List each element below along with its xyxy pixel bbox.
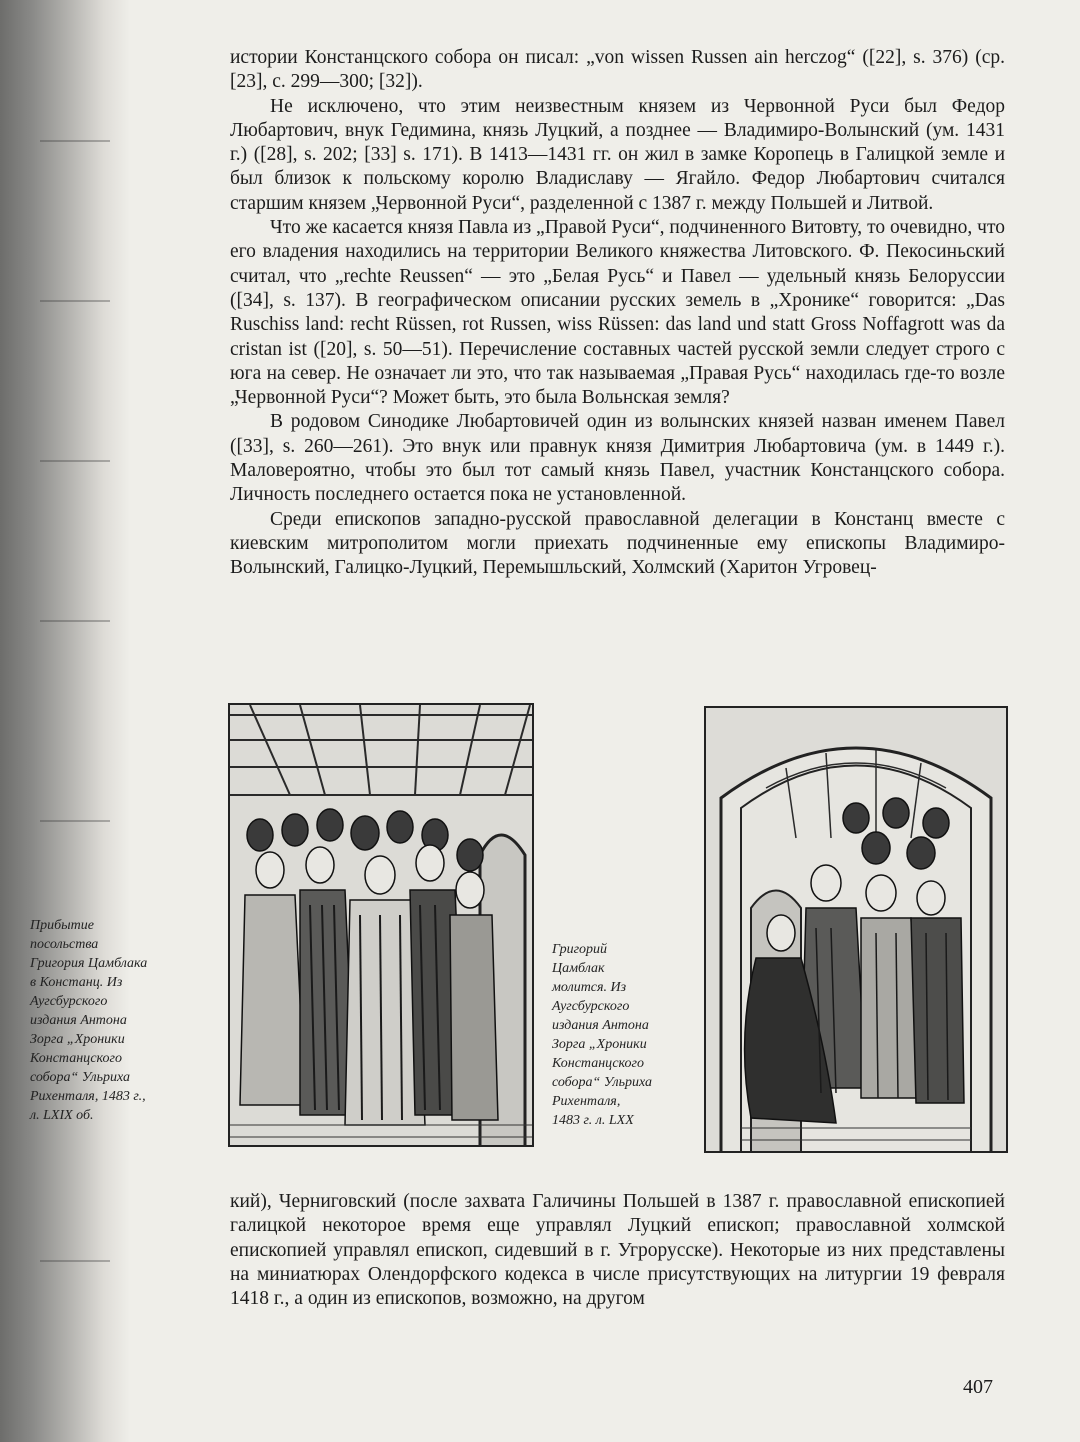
woodcut-praying-illustration bbox=[706, 708, 1006, 1151]
body-text-bottom bbox=[230, 1190, 1005, 1311]
paragraph: истории Констанцского собора он писал: „von wissen Russen ain herczog“ ([22], s. 376) (ср. [23], с. 299—300; [32]). bbox=[230, 47, 1005, 93]
bleed-line bbox=[40, 820, 110, 822]
body-text-top bbox=[230, 46, 1005, 581]
page-number: 407 bbox=[963, 1376, 993, 1398]
bleed-line bbox=[40, 1260, 110, 1262]
paragraph: кий), Черниговский (после захвата Галичины Польшей в 1387 г. православной епископией галицкой некоторое время еще управлял Луцкий епископ; православной холмской епископией управлял епископ, сидевший в г. Угрорусске). Некоторые из них представлены на миниатюрах Олендорфского кодекса в числе присутствующих на литургии 19 февраля 1418 г., а один из епископов, возможно, на другом bbox=[230, 1191, 1005, 1310]
bleed-line bbox=[40, 300, 110, 302]
paragraph: Среди епископов западно-русской православной делегации в Констанц вместе с киевским митрополитом могли приехать подчиненные ему епископы Владимиро-Волынский, Галицко-Луцкий, Перемышльский, Холмский (Харитон Угровец- bbox=[230, 508, 1005, 579]
bleed-line bbox=[40, 140, 110, 142]
woodcut-arrival-illustration bbox=[230, 705, 532, 1145]
paragraph: Не исключено, что этим неизвестным князем из Червонной Руси был Федор Любартович, внук Гедимина, князь Луцкий, а позднее — Владимиро-Волынский (ум. 1431 г.) ([28], s. 202; [33] s. 171). В 1413—1431 гг. он жил в замке Коропець в Галицкой земле и был близок к польскому королю Владиславу — Ягайло. Федор Любартович считался старшим князем „Червонной Руси“, разделенной с 1387 г. между Польшей и Литвой. bbox=[230, 95, 1005, 214]
page-gutter-shadow bbox=[0, 0, 130, 1442]
woodcut-arrival-embassy bbox=[228, 703, 534, 1147]
paragraph: В родовом Синодике Любартовичей один из волынских князей назван именем Павел ([33], s. 260—261). Это внук или правнук князя Димитрия Любартовича (ум. в 1449 г.). Маловероятно, чтобы это был тот самый князь Павел, участник Констанцского собора. Личность последнего остается пока не установленной. bbox=[230, 411, 1005, 506]
bleed-line bbox=[40, 460, 110, 462]
caption-right: Григорий Цамблак молится. Из Аугсбурского издания Антона Зорга „Хроники Констанцского собора“ Ульриха Рихенталя, 1483 г. л. LXX bbox=[552, 942, 653, 1128]
woodcut-tsamblak-praying bbox=[704, 706, 1008, 1153]
bleed-line bbox=[40, 620, 110, 622]
caption-left: Прибытие посольства Григория Цамблака в Констанц. Из Аугсбурского издания Антона Зорга „Хроники Констанцского собора“ Ульриха Рихенталя, 1483 г., л. LXIX об. bbox=[30, 918, 148, 1123]
paragraph: Что же касается князя Павла из „Правой Руси“, подчиненного Витовту, то очевидно, что его владения находились на территории Великого княжества Литовского. Ф. Пекосиньский считал, что „rechte Reussen“ — это „Белая Русь“ и Павел — удельный князь Белоруссии ([34], s. 137). В географическом описании русских земель в „Хронике“ говорится: „Das Ruschiss land: recht Rüssen, rot Russen, wiss Rüssen: das land und statt Gross Noffagrott was da cristan ist ([20], s. 50—51). Перечисление составных частей русской земли следует строго с юга на север. Не означает ли это, что так называемая „Правая Русь“ находилась где-то возле „Червонной Руси“? Может быть, это была Вольнская земля? bbox=[230, 217, 1005, 409]
